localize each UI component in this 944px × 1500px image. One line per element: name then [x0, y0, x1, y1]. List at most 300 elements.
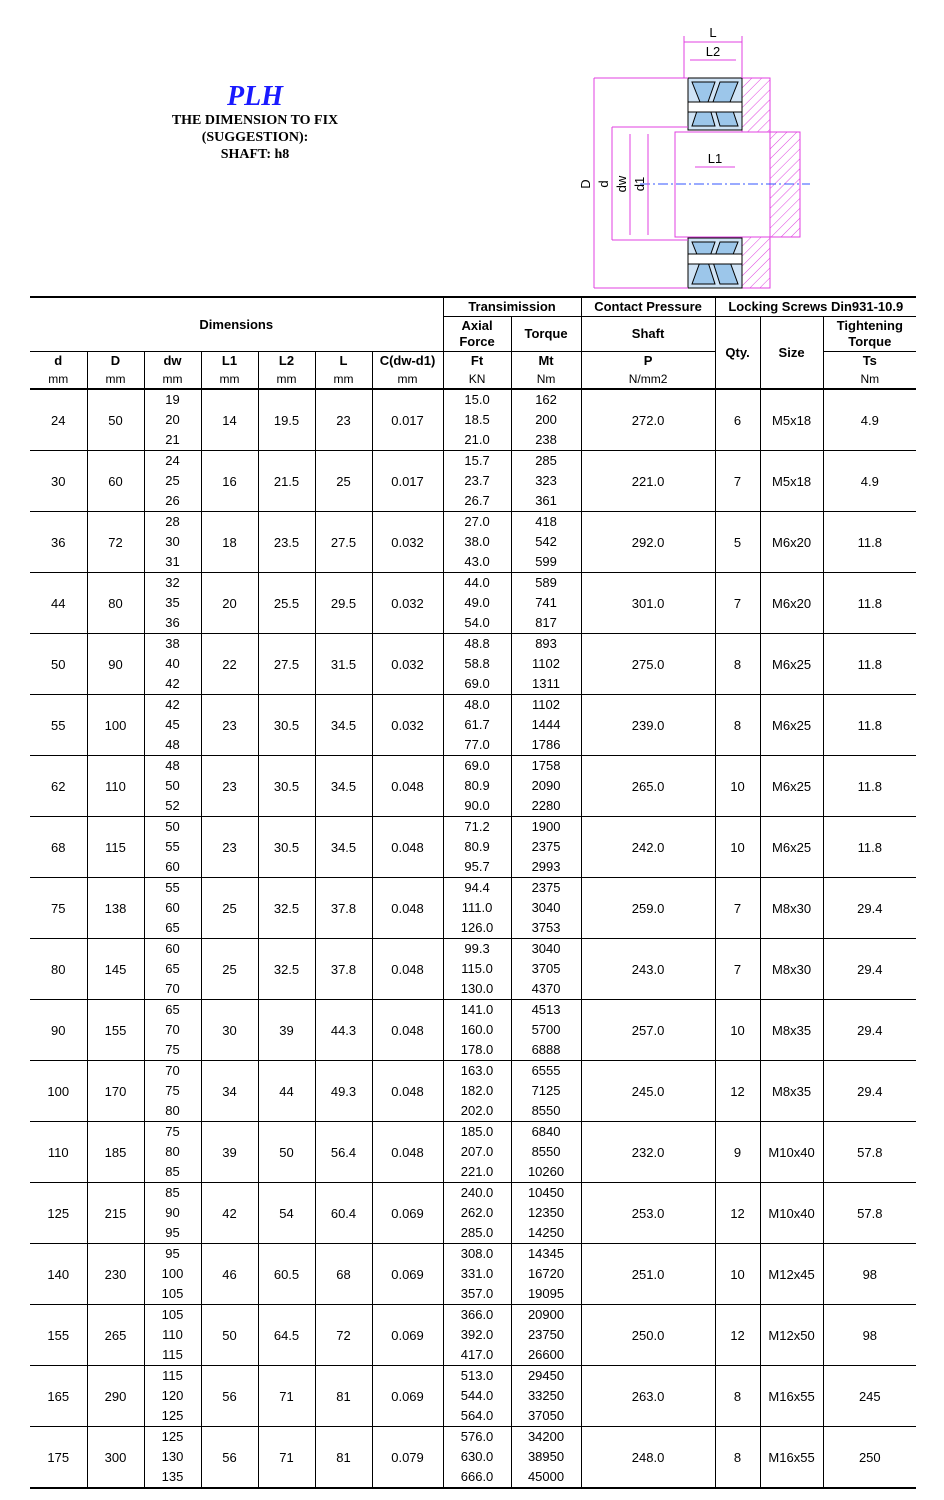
cell-l: 72	[315, 1305, 372, 1366]
cell-d: 68	[30, 817, 87, 878]
cell-value: 6555	[531, 1063, 561, 1078]
cell-value: 37050	[527, 1408, 565, 1423]
cell-ts: 29.4	[823, 939, 916, 1000]
label-L2: L2	[705, 44, 721, 59]
cell-size: M16x55	[760, 1366, 823, 1427]
cell-l1: 50	[201, 1305, 258, 1366]
cell-dw	[144, 1427, 201, 1489]
cell-c: 0.069	[372, 1183, 443, 1244]
cell-value: 32	[165, 575, 180, 590]
cell-l: 37.8	[315, 878, 372, 939]
cell-value: 48	[165, 737, 180, 752]
cell-ft	[443, 695, 511, 756]
table-row	[30, 451, 916, 512]
cell-value: 130.0	[460, 981, 494, 996]
cell-qty: 7	[715, 451, 760, 512]
cell-value: 417.0	[460, 1347, 494, 1362]
cell-d: 44	[30, 573, 87, 634]
cell-value: 85	[165, 1164, 180, 1179]
cell-l: 68	[315, 1244, 372, 1305]
cell-l: 23	[315, 389, 372, 451]
cell-value: 43.0	[464, 554, 490, 569]
cell-ft	[443, 939, 511, 1000]
cell-value: 160.0	[460, 1022, 494, 1037]
cell-qty: 8	[715, 1366, 760, 1427]
table-row	[30, 389, 916, 451]
cell-l1: 56	[201, 1427, 258, 1489]
header-contact-pressure: Contact Pressure	[581, 297, 715, 317]
cell-value: 285	[535, 453, 557, 468]
cell-c: 0.048	[372, 817, 443, 878]
table-row	[30, 1183, 916, 1244]
cell-mt	[511, 1000, 581, 1061]
cell-p: 232.0	[581, 1122, 715, 1183]
cell-value: 54.0	[464, 615, 490, 630]
table-row	[30, 573, 916, 634]
cell-d: 300	[87, 1427, 144, 1489]
table-row	[30, 1427, 916, 1489]
cell-ft	[443, 1305, 511, 1366]
cell-mt	[511, 1427, 581, 1489]
cell-l2: 71	[258, 1427, 315, 1489]
cell-l: 25	[315, 451, 372, 512]
cell-l1: 25	[201, 878, 258, 939]
specification-table	[30, 296, 916, 1489]
title-line-3: SHAFT: h8	[220, 147, 290, 162]
cell-ts: 98	[823, 1244, 916, 1305]
cell-value: 1102	[532, 697, 561, 712]
cell-l2: 60.5	[258, 1244, 315, 1305]
cell-value: 1900	[531, 819, 561, 834]
cell-p: 251.0	[581, 1244, 715, 1305]
cell-value: 38.0	[464, 534, 490, 549]
cell-value: 544.0	[460, 1388, 494, 1403]
cell-l2: 21.5	[258, 451, 315, 512]
cell-c: 0.017	[372, 389, 443, 451]
cell-d: 90	[30, 1000, 87, 1061]
cell-mt	[511, 389, 581, 451]
cell-p: 263.0	[581, 1366, 715, 1427]
cell-value: 70	[165, 981, 180, 996]
cell-size: M6x25	[760, 817, 823, 878]
cell-l: 81	[315, 1366, 372, 1427]
cell-mt	[511, 1366, 581, 1427]
cell-l: 56.4	[315, 1122, 372, 1183]
cell-value: 33250	[527, 1388, 565, 1403]
cell-value: 207.0	[460, 1144, 494, 1159]
cell-value: 34200	[527, 1429, 565, 1444]
cell-dw	[144, 1305, 201, 1366]
cell-dw	[144, 756, 201, 817]
cell-l2: 71	[258, 1366, 315, 1427]
cell-mt	[511, 939, 581, 1000]
cell-ft	[443, 1061, 511, 1122]
cell-d: 155	[30, 1305, 87, 1366]
cell-value: 95	[165, 1225, 180, 1240]
cell-value: 111.0	[461, 900, 493, 915]
cell-value: 893	[535, 636, 557, 651]
cell-value: 240.0	[460, 1185, 494, 1200]
cell-c: 0.069	[372, 1244, 443, 1305]
cell-value: 115	[162, 1347, 183, 1362]
cell-value: 100	[161, 1266, 184, 1281]
cell-d: 110	[87, 756, 144, 817]
column-header: L1	[201, 352, 258, 371]
cell-l2: 39	[258, 1000, 315, 1061]
label-L1: L1	[707, 151, 723, 166]
cell-value: 126.0	[460, 920, 494, 935]
cell-value: 29450	[527, 1368, 565, 1383]
column-header: dw	[144, 352, 201, 371]
cell-value: 178.0	[460, 1042, 494, 1057]
table-row	[30, 512, 916, 573]
table-row	[30, 1122, 916, 1183]
cell-p: 243.0	[581, 939, 715, 1000]
cell-ft	[443, 756, 511, 817]
table-body	[30, 389, 916, 1488]
cell-mt	[511, 634, 581, 695]
cell-l2: 50	[258, 1122, 315, 1183]
cell-ts: 29.4	[823, 878, 916, 939]
table-row	[30, 939, 916, 1000]
header-torque: Torque	[511, 317, 581, 352]
cell-size: M5x18	[760, 451, 823, 512]
cell-l1: 42	[201, 1183, 258, 1244]
cell-value: 26600	[527, 1347, 565, 1362]
cell-c: 0.017	[372, 451, 443, 512]
cell-l2: 54	[258, 1183, 315, 1244]
cell-l2: 30.5	[258, 756, 315, 817]
cell-value: 105	[161, 1286, 184, 1301]
cell-mt	[511, 1122, 581, 1183]
cell-value: 110	[162, 1327, 183, 1342]
cell-value: 323	[535, 473, 557, 488]
label-L: L	[709, 25, 717, 40]
cell-value: 10260	[527, 1164, 565, 1179]
cell-l: 81	[315, 1427, 372, 1489]
cell-l: 34.5	[315, 756, 372, 817]
cell-d: 50	[30, 634, 87, 695]
cell-d: 185	[87, 1122, 144, 1183]
cell-mt	[511, 817, 581, 878]
cell-value: 589	[535, 575, 557, 590]
cell-size: M10x40	[760, 1122, 823, 1183]
cell-value: 40	[165, 656, 180, 671]
cell-l2: 27.5	[258, 634, 315, 695]
cell-p: 248.0	[581, 1427, 715, 1489]
cell-value: 45000	[527, 1469, 565, 1484]
cell-d: 170	[87, 1061, 144, 1122]
cell-value: 26.7	[464, 493, 490, 508]
unit-label: mm	[372, 370, 443, 389]
cell-l: 34.5	[315, 695, 372, 756]
title-line-1: THE DIMENSION TO FIX	[171, 113, 339, 128]
cell-size: M8x30	[760, 878, 823, 939]
cell-c: 0.069	[372, 1366, 443, 1427]
cell-dw	[144, 695, 201, 756]
cell-value: 361	[535, 493, 557, 508]
cell-value: 8550	[531, 1144, 561, 1159]
cell-d: 230	[87, 1244, 144, 1305]
cell-mt	[511, 1183, 581, 1244]
cell-dw	[144, 512, 201, 573]
cell-l1: 30	[201, 1000, 258, 1061]
cell-value: 666.0	[460, 1469, 494, 1484]
cell-value: 599	[535, 554, 557, 569]
column-header: Mt	[511, 352, 581, 371]
cell-value: 331.0	[460, 1266, 494, 1281]
unit-label: N/mm2	[581, 370, 715, 389]
cell-value: 141.0	[460, 1002, 494, 1017]
cell-value: 125	[161, 1429, 184, 1444]
cell-value: 202.0	[460, 1103, 494, 1118]
cell-p: 250.0	[581, 1305, 715, 1366]
cell-value: 58.8	[464, 656, 490, 671]
cell-qty: 5	[715, 512, 760, 573]
cell-value: 120	[161, 1388, 184, 1403]
cell-value: 80.9	[464, 839, 490, 854]
unit-label: mm	[144, 370, 201, 389]
cell-value: 185.0	[460, 1124, 494, 1139]
cell-value: 2993	[531, 859, 561, 874]
cell-value: 70	[165, 1022, 180, 1037]
screw-lower	[688, 254, 742, 264]
cell-value: 44.0	[464, 575, 490, 590]
cell-value: 65	[165, 1002, 180, 1017]
cell-size: M8x35	[760, 1000, 823, 1061]
cell-l1: 39	[201, 1122, 258, 1183]
cell-value: 6888	[531, 1042, 561, 1057]
cell-c: 0.048	[372, 939, 443, 1000]
cell-p: 257.0	[581, 1000, 715, 1061]
cell-d: 100	[30, 1061, 87, 1122]
cell-size: M8x35	[760, 1061, 823, 1122]
cell-value: 20900	[527, 1307, 565, 1322]
cell-value: 75	[165, 1083, 180, 1098]
column-header: Ts	[823, 352, 916, 371]
cell-mt	[511, 573, 581, 634]
cell-value: 1786	[531, 737, 561, 752]
cell-l1: 25	[201, 939, 258, 1000]
cell-ts: 4.9	[823, 389, 916, 451]
cell-d: 115	[87, 817, 144, 878]
cell-l1: 16	[201, 451, 258, 512]
cell-qty: 10	[715, 756, 760, 817]
column-header: Ft	[443, 352, 511, 371]
cell-value: 94.4	[464, 880, 490, 895]
cell-value: 2375	[531, 880, 561, 895]
cell-dw	[144, 878, 201, 939]
cell-mt	[511, 1061, 581, 1122]
cell-l2: 30.5	[258, 695, 315, 756]
cell-c: 0.048	[372, 756, 443, 817]
cell-d: 80	[30, 939, 87, 1000]
cell-l1: 34	[201, 1061, 258, 1122]
cell-value: 69.0	[464, 758, 490, 773]
cell-l: 31.5	[315, 634, 372, 695]
column-header: L	[315, 352, 372, 371]
cell-l2: 23.5	[258, 512, 315, 573]
cell-value: 26	[165, 493, 180, 508]
cell-size: M12x45	[760, 1244, 823, 1305]
cell-ts: 11.8	[823, 817, 916, 878]
cell-value: 418	[535, 514, 557, 529]
cell-value: 25	[165, 473, 180, 488]
cell-dw	[144, 939, 201, 1000]
cell-dw	[144, 573, 201, 634]
cell-p: 242.0	[581, 817, 715, 878]
cell-d: 290	[87, 1366, 144, 1427]
cell-value: 80	[165, 1144, 180, 1159]
cell-l2: 25.5	[258, 573, 315, 634]
cell-value: 99.3	[464, 941, 490, 956]
cell-value: 513.0	[460, 1368, 494, 1383]
cell-qty: 9	[715, 1122, 760, 1183]
cell-value: 19	[165, 392, 180, 407]
cell-value: 23750	[527, 1327, 565, 1342]
title-line-2: (SUGGESTION):	[201, 130, 309, 145]
cell-l1: 23	[201, 756, 258, 817]
cell-value: 16720	[527, 1266, 565, 1281]
column-header: C(dw-d1)	[372, 352, 443, 371]
cell-ft	[443, 634, 511, 695]
cell-value: 285.0	[460, 1225, 494, 1240]
cell-value: 28	[165, 514, 180, 529]
cell-value: 21	[165, 432, 180, 447]
cell-value: 392.0	[460, 1327, 494, 1342]
cell-ts: 11.8	[823, 634, 916, 695]
cell-value: 48.0	[464, 697, 490, 712]
cell-c: 0.048	[372, 1000, 443, 1061]
table-row	[30, 1000, 916, 1061]
cell-value: 1102	[532, 656, 561, 671]
cell-l2: 19.5	[258, 389, 315, 451]
cell-value: 8550	[531, 1103, 561, 1118]
product-name: PLH	[227, 81, 283, 112]
cell-c: 0.048	[372, 1122, 443, 1183]
cell-value: 115	[162, 1368, 183, 1383]
cell-qty: 10	[715, 1244, 760, 1305]
cell-value: 542	[535, 534, 557, 549]
cell-ts: 11.8	[823, 756, 916, 817]
cell-ft	[443, 1244, 511, 1305]
unit-label: mm	[201, 370, 258, 389]
cell-d: 30	[30, 451, 87, 512]
cell-value: 10450	[527, 1185, 565, 1200]
cell-value: 14345	[527, 1246, 565, 1261]
cell-ft	[443, 817, 511, 878]
label-D: D	[578, 179, 593, 189]
cell-value: 2090	[531, 778, 561, 793]
table-row	[30, 878, 916, 939]
cell-d: 140	[30, 1244, 87, 1305]
unit-label: mm	[315, 370, 372, 389]
cell-value: 38950	[527, 1449, 565, 1464]
cell-d: 90	[87, 634, 144, 695]
cell-value: 30	[165, 534, 180, 549]
cell-value: 125	[161, 1408, 184, 1423]
cell-l1: 14	[201, 389, 258, 451]
cell-l: 37.8	[315, 939, 372, 1000]
cell-dw	[144, 1244, 201, 1305]
cell-value: 85	[165, 1185, 180, 1200]
table-row	[30, 756, 916, 817]
cell-value: 817	[535, 615, 557, 630]
cell-p: 253.0	[581, 1183, 715, 1244]
cell-value: 357.0	[460, 1286, 494, 1301]
cell-l1: 18	[201, 512, 258, 573]
cell-size: M16x55	[760, 1427, 823, 1489]
cell-size: M6x25	[760, 634, 823, 695]
cell-ts: 11.8	[823, 695, 916, 756]
cell-value: 71.2	[464, 819, 490, 834]
cell-value: 42	[165, 676, 180, 691]
cell-value: 70	[165, 1063, 180, 1078]
cell-c: 0.048	[372, 878, 443, 939]
cell-ts: 11.8	[823, 573, 916, 634]
table-row	[30, 1305, 916, 1366]
cell-p: 245.0	[581, 1061, 715, 1122]
cell-p: 239.0	[581, 695, 715, 756]
cell-l2: 30.5	[258, 817, 315, 878]
cell-value: 48	[165, 758, 180, 773]
cell-ts: 57.8	[823, 1122, 916, 1183]
column-header: L2	[258, 352, 315, 371]
cell-d: 72	[87, 512, 144, 573]
cell-value: 238	[535, 432, 557, 447]
cell-value: 60	[165, 941, 180, 956]
table-row	[30, 817, 916, 878]
cell-d: 155	[87, 1000, 144, 1061]
cell-size: M6x20	[760, 573, 823, 634]
label-d: d	[596, 180, 611, 188]
column-header: D	[87, 352, 144, 371]
cell-d: 138	[87, 878, 144, 939]
cell-value: 3040	[531, 900, 561, 915]
cell-ts: 245	[823, 1366, 916, 1427]
cell-value: 308.0	[460, 1246, 494, 1261]
cell-d: 60	[87, 451, 144, 512]
cell-value: 24	[165, 453, 180, 468]
cell-c: 0.032	[372, 695, 443, 756]
cell-size: M6x25	[760, 756, 823, 817]
cell-dw	[144, 634, 201, 695]
cell-qty: 12	[715, 1305, 760, 1366]
cell-qty: 6	[715, 389, 760, 451]
cell-value: 182.0	[460, 1083, 494, 1098]
cell-value: 42	[165, 697, 180, 712]
label-dw: dw	[614, 175, 629, 193]
cell-ft	[443, 573, 511, 634]
cell-qty: 7	[715, 939, 760, 1000]
cell-mt	[511, 878, 581, 939]
cell-value: 38	[165, 636, 180, 651]
cell-l: 60.4	[315, 1183, 372, 1244]
cell-value: 50	[165, 819, 180, 834]
cell-d: 215	[87, 1183, 144, 1244]
header-locking-screws: Locking Screws Din931-10.9	[715, 297, 916, 317]
cell-value: 36	[165, 615, 180, 630]
unit-label: Nm	[823, 370, 916, 389]
cell-value: 564.0	[460, 1408, 494, 1423]
cell-value: 162	[535, 392, 557, 407]
cell-ft	[443, 1000, 511, 1061]
cell-value: 163.0	[460, 1063, 494, 1078]
cell-c: 0.079	[372, 1427, 443, 1489]
cell-d: 55	[30, 695, 87, 756]
cell-p: 265.0	[581, 756, 715, 817]
cell-qty: 8	[715, 695, 760, 756]
